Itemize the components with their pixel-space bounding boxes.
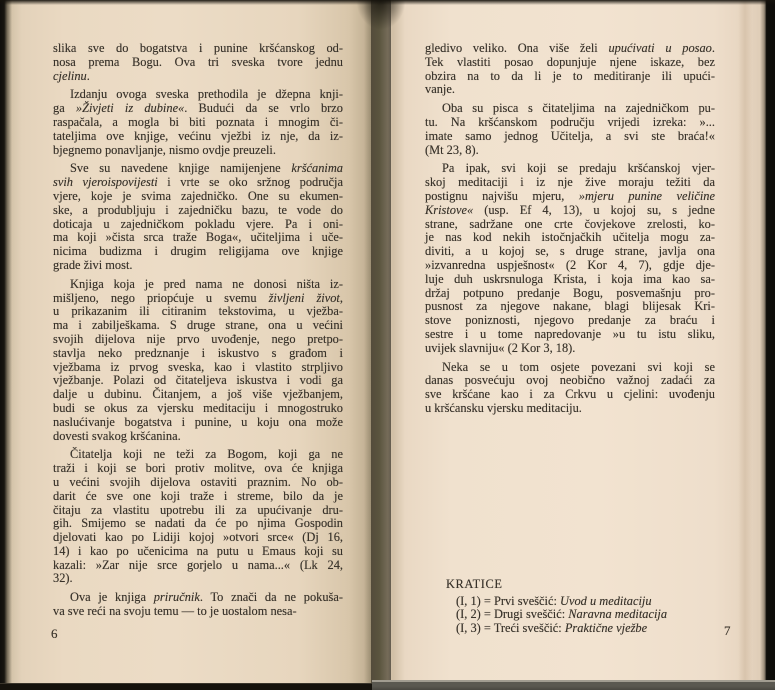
text-run: traži i koji se bori protiv molitve, ova će knjiga (53, 461, 343, 476)
text-line (53, 245, 343, 259)
text-run: 14) i kao po učenicima na putu u Emaus koji su (53, 543, 343, 558)
text-run: naslućivanje bogatstva i punine, u koju ona može (53, 414, 343, 429)
italic-text-run: »Živjeti iz dubine« (75, 101, 185, 116)
text-run: Izdanju ovoga sveska prethodila je džepna knji- (70, 87, 343, 102)
text-line (53, 259, 343, 273)
text-line (425, 144, 715, 158)
text-run: Oba su pisca s čitateljima na zajedničkom pu- (442, 101, 715, 116)
paragraph (53, 42, 343, 83)
text-line (53, 462, 343, 476)
text-run: va sve reći na svoju temu — to je uostalom nesa- (53, 604, 297, 619)
text-run: mišljeno, nego priopćuje u svemu (53, 290, 269, 305)
text-line (425, 130, 715, 144)
text-run: (I, 2) = Drugi sveščić: (456, 607, 569, 622)
text-run: gih. Smijemo se nadati da će po njima Gospodin (53, 516, 343, 531)
italic-text-run: svih vjeroispovijesti (53, 175, 158, 190)
text-line (425, 190, 715, 204)
text-run: uvijek slavniju« (2 Kor 3, 18). (425, 340, 576, 355)
text-run: svojih dijelova nije prvo uvođenje, nego pretpo- (53, 331, 343, 346)
text-line (425, 328, 715, 342)
text-run: Čitatelja koji ne teži za Bogom, koji ga ne (70, 447, 343, 462)
text-line (425, 314, 715, 328)
abbreviation-item (456, 622, 667, 636)
text-line (53, 448, 343, 462)
text-run: u prikazanim ili citiranim tekstovima, u vježba- (53, 304, 343, 319)
italic-text-run: Naravna meditacija (568, 607, 668, 622)
right-page (391, 0, 766, 690)
text-line (425, 231, 715, 245)
text-run: gledivo veliko. Ona više želi (425, 41, 609, 55)
text-run: danas posvećuju ovoj neobično važnoj zadaći za (425, 373, 715, 388)
paragraph (425, 42, 715, 97)
text-run: raspačala, a mogla bi biti poznata i mnogim či- (53, 114, 343, 129)
text-run: »izvanredna uspješnost« (2 Kor 4, 7), gdje dje- (425, 257, 715, 272)
text-line (53, 305, 343, 319)
text-line (53, 572, 343, 586)
text-run: . (711, 41, 715, 55)
abbreviations-title: KRATICE (446, 577, 503, 591)
text-run: Pa ipak, svi koji se predaju kršćanskoj vjer- (442, 161, 715, 176)
text-run: vježbanje. Polazi od čitateljeva iskustva i vodi ga (53, 373, 343, 388)
text-line (53, 361, 343, 375)
text-run: , (339, 290, 343, 305)
text-line (425, 388, 715, 402)
paragraph (53, 591, 343, 619)
text-run: stove poniznosti, njegovo predanje za braću i (425, 313, 715, 328)
text-line (53, 559, 343, 573)
text-line (53, 278, 343, 292)
text-run: (Mt 23, 8). (425, 142, 479, 157)
text-run: čitaju za vlastitu upotrebu ili za upućivanje dru- (53, 502, 343, 517)
text-run: ske, a produbljuju i zajedničku bazu, te vode do (53, 202, 343, 217)
text-run: skoj meditaciji i iz nje žive moraju težiti da (425, 175, 715, 190)
abbreviations-block (446, 578, 667, 635)
italic-text-run: priručnik (153, 590, 200, 605)
text-line (425, 259, 715, 273)
text-run: tu. Na kršćanskom području vrijedi izreka: »... (425, 114, 715, 129)
text-run: luje duh uskrsnuloga Krista, i koja ima kao sa- (425, 271, 715, 286)
text-run: i vrte se oko sržnog područja (157, 175, 343, 190)
text-line (53, 430, 343, 444)
text-line (425, 342, 715, 356)
text-line (425, 300, 715, 314)
text-run: imate samo jednog Učitelja, a svi ste braća!« (425, 128, 715, 143)
text-run: doticaja u zajedničkom pokladu vjere. Pa i oni- (53, 216, 343, 231)
text-run: Ova je knjiga (70, 590, 154, 605)
text-run: stavlja neko predznanje i iskustvo s građom i (53, 345, 343, 360)
text-run: grade živi most. (53, 257, 133, 272)
text-run: vjere, koje je svima zajedničko. One su ekumen- (53, 188, 343, 203)
text-line (53, 190, 343, 204)
text-line (425, 402, 715, 416)
abbreviations-list (446, 595, 667, 636)
text-run: ga (53, 101, 76, 116)
text-run: . (86, 68, 90, 83)
left-page-number: 6 (51, 626, 58, 641)
italic-text-run: Uvod u meditaciju (560, 593, 652, 608)
text-run: 32). (53, 571, 73, 586)
italic-text-run: kršćanima (291, 161, 343, 176)
text-run: . To znači da ne pokuša- (199, 590, 343, 605)
text-run: pusnost za njegove nakane, blagi blijesak Kri- (425, 299, 715, 314)
text-run: dalje u dubinu. Čitanjem, a još više vježbanjem, (53, 387, 343, 402)
text-line (425, 273, 715, 287)
text-line (53, 116, 343, 130)
text-line (53, 490, 343, 504)
italic-text-run: Praktične vježbe (564, 620, 648, 635)
text-line (53, 162, 343, 176)
text-run: ma koji »čista srca traže Boga«, učiteljima i uče- (53, 230, 343, 245)
text-run: (usp. Ef 4, 13), u kojoj su, s jedne (473, 202, 715, 217)
book-edge-left (0, 0, 12, 690)
text-line (53, 333, 343, 347)
text-run: Sve su navedene knjige namijenjene (70, 161, 292, 176)
text-line (53, 545, 343, 559)
text-line (425, 70, 715, 84)
text-run: držaj potpuno predanje Bogu, posvemašnju pro- (425, 285, 715, 300)
text-line (425, 42, 715, 56)
italic-text-run: življeni život (268, 290, 340, 305)
text-run: vježbama iz prvog sveska, kao i vlastito strpljivo (53, 359, 343, 374)
text-line (425, 102, 715, 116)
text-line (53, 347, 343, 361)
text-run: Knjiga koja je pred nama ne donosi ništa iz- (70, 276, 343, 291)
text-line (53, 70, 343, 84)
italic-text-run: upućivati u posao (608, 41, 712, 55)
abbreviation-item (456, 608, 667, 622)
text-line (53, 130, 343, 144)
text-line (53, 402, 343, 416)
text-line (53, 204, 343, 218)
text-line (425, 287, 715, 301)
text-run: kazali: »Zar nije srce gorjelo u nama...« (Lk 24, (53, 557, 343, 572)
text-line (53, 319, 343, 333)
text-run: Neka se u tom osjete povezani svi koji se (442, 359, 715, 374)
text-line (53, 292, 343, 306)
paragraph (53, 448, 343, 586)
text-line (425, 83, 715, 97)
text-run: obzira na to da li je to meditiranje ili upući- (425, 68, 715, 83)
text-run: slika sve do bogatstva i punine kršćanskog od- (53, 41, 343, 55)
text-line (53, 605, 343, 619)
text-run: (I, 1) = Prvi sveščić: (456, 593, 561, 608)
text-line (425, 162, 715, 176)
paragraph (425, 162, 715, 355)
text-run: dovesti svakog kršćanina. (53, 428, 181, 443)
text-run: nicima budizma i drugim religijama ove knjige (53, 244, 343, 259)
text-run: tateljima ove knjige, većinu vježbi iz nje, da iz- (53, 128, 343, 143)
abbreviation-item (456, 595, 667, 609)
text-line (53, 388, 343, 402)
italic-text-run: »mjeru punine veličine (578, 188, 715, 203)
italic-text-run: cjelinu (53, 68, 87, 83)
book-edge-top (0, 0, 775, 5)
text-run: bjegnemo ponavljanje, nismo ovdje preuzeli. (53, 142, 276, 157)
book-gutter (364, 0, 393, 690)
text-run: djelovati kao po Lidiji kojoj »otvori srce« (Dj 16, (53, 530, 343, 545)
text-run: (I, 3) = Treći sveščić: (456, 620, 565, 635)
bottom-edge-left (0, 683, 372, 690)
text-run: vanje. (425, 82, 455, 97)
text-line (425, 56, 715, 70)
text-run: u većini svojih dijelova ostaviti praznim. No ob- (53, 474, 343, 489)
text-line (425, 204, 715, 218)
text-line (53, 591, 343, 605)
text-line (53, 176, 343, 190)
text-line (425, 245, 715, 259)
text-line (425, 218, 715, 232)
paragraph (53, 278, 343, 444)
text-run: sve kršćane kao i za Crkvu u cjelini: uvođenju (425, 387, 715, 402)
bottom-edge-right (372, 680, 775, 690)
text-line (53, 476, 343, 490)
text-run: je nas kod nekih istočnjačkih učitelja mogu za- (425, 230, 715, 245)
paragraph (425, 102, 715, 157)
text-line (425, 176, 715, 190)
right-page-text (425, 42, 715, 416)
left-page-text (53, 42, 343, 619)
text-line (53, 531, 343, 545)
text-run: sestre i u tome napredovanje »u tu istu sliku, (425, 326, 715, 341)
paragraph (425, 361, 715, 416)
paragraph (53, 162, 343, 272)
text-run: . Budući da se vrlo brzo (184, 101, 344, 116)
text-run: budi se okus za vjersku meditaciju i mnogostruko (53, 400, 343, 415)
book-edge-right (760, 0, 775, 690)
text-line (425, 374, 715, 388)
text-line (53, 102, 343, 116)
italic-text-run: Kristove« (425, 202, 474, 217)
text-line (53, 517, 343, 531)
text-run: u kršćansku vjersku meditaciju. (425, 400, 582, 415)
text-run: Tek vlastiti posao dopunjuje njene iskaze, bez (425, 54, 715, 69)
text-line (53, 144, 343, 158)
left-page (4, 0, 371, 690)
paragraph (53, 88, 343, 157)
text-line (53, 218, 343, 232)
text-line (425, 361, 715, 375)
text-run: strane, sadržane one crte čovjekove zrelosti, ko- (425, 216, 715, 231)
text-line (53, 42, 343, 56)
text-line (53, 504, 343, 518)
text-line (53, 56, 343, 70)
text-line (53, 416, 343, 430)
right-page-number: 7 (724, 623, 731, 638)
text-run: ma i zabilješkama. S druge strane, ona u većini (53, 318, 343, 333)
text-line (425, 116, 715, 130)
text-run: postignu najvišu mjeru, (425, 188, 579, 203)
text-line (53, 231, 343, 245)
text-run: diviti, a u kojoj se, s druge strane, javlja ona (425, 244, 715, 259)
text-run: darit će sve one koji traže i streme, bilo da je (53, 488, 343, 503)
text-run: nosa prema Bogu. Ova tri sveska tvore jednu (53, 54, 343, 69)
